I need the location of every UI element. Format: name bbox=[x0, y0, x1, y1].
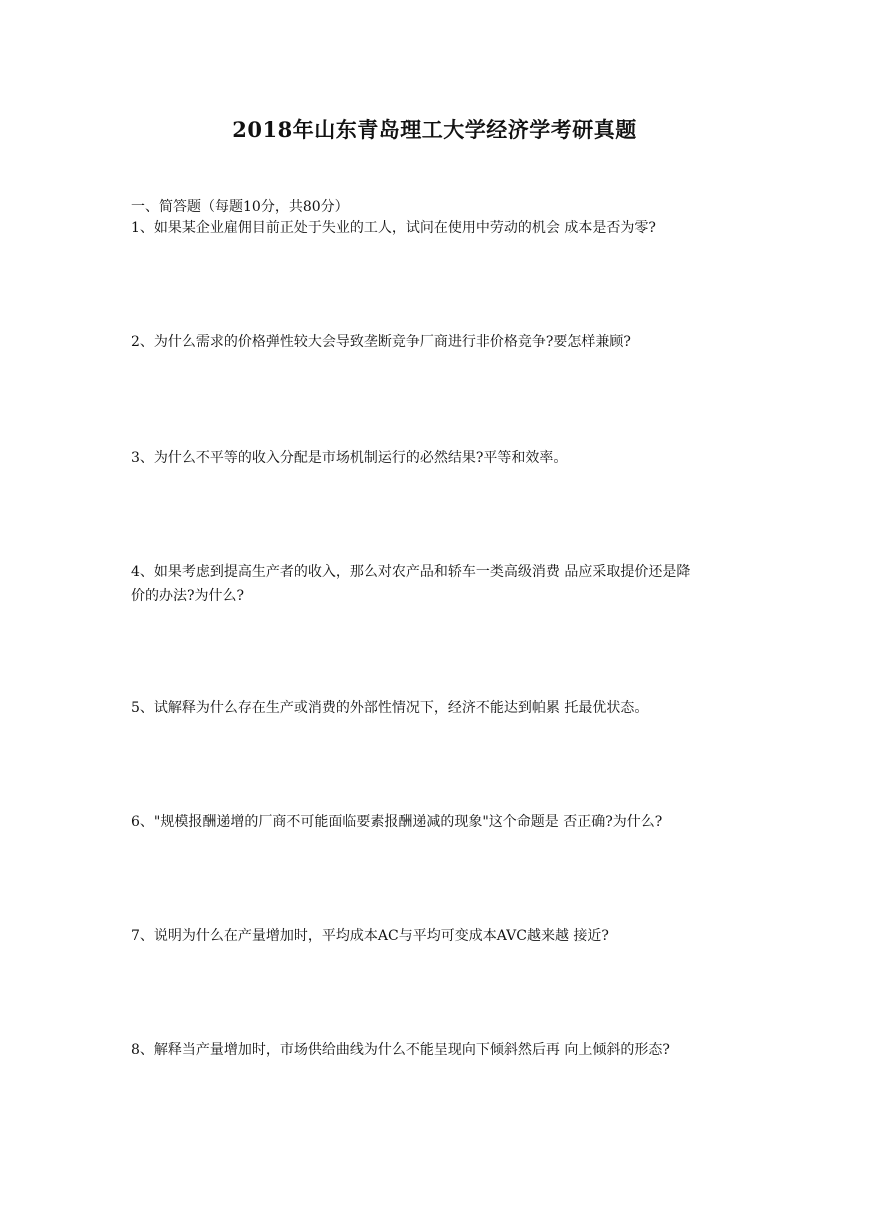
question-4-line-1: 4、如果考虑到提高生产者的收入，那么对农产品和轿车一类高级消费 品应采取提价还是降 bbox=[131, 564, 691, 580]
question-7-line-1: 7、说明为什么在产量增加时，平均成本AC与平均可变成本AVC越来越 接近? bbox=[131, 928, 609, 944]
question-8 bbox=[131, 1038, 741, 1062]
question-3-line-1: 3、为什么不平等的收入分配是市场机制运行的必然结果?平等和效率。 bbox=[131, 450, 568, 466]
question-8-line-1: 8、解释当产量增加时，市场供给曲线为什么不能呈现向下倾斜然后再 向上倾斜的形态? bbox=[131, 1042, 670, 1058]
section-heading: 一、简答题（每题10分，共80分） bbox=[131, 199, 349, 215]
question-4-line-2: 价的办法?为什么? bbox=[131, 588, 245, 604]
question-7 bbox=[131, 924, 741, 948]
question-4 bbox=[131, 560, 741, 608]
question-1 bbox=[131, 216, 741, 240]
question-5 bbox=[131, 696, 741, 720]
page-title: 2018年山东青岛理工大学经济学考研真题 bbox=[232, 117, 637, 142]
question-6-line-1: 6、"规模报酬递增的厂商不可能面临要素报酬递减的现象"这个命题是 否正确?为什么? bbox=[131, 814, 663, 830]
question-2 bbox=[131, 330, 741, 354]
question-5-line-1: 5、试解释为什么存在生产或消费的外部性情况下，经济不能达到帕累 托最优状态。 bbox=[131, 700, 649, 716]
question-1-line-1: 1、如果某企业雇佣目前正处于失业的工人，试问在使用中劳动的机会 成本是否为零? bbox=[131, 220, 656, 236]
question-2-line-1: 2、为什么需求的价格弹性较大会导致垄断竞争厂商进行非价格竞争?要怎样兼顾? bbox=[131, 334, 631, 350]
question-3 bbox=[131, 446, 741, 470]
question-6 bbox=[131, 810, 741, 834]
